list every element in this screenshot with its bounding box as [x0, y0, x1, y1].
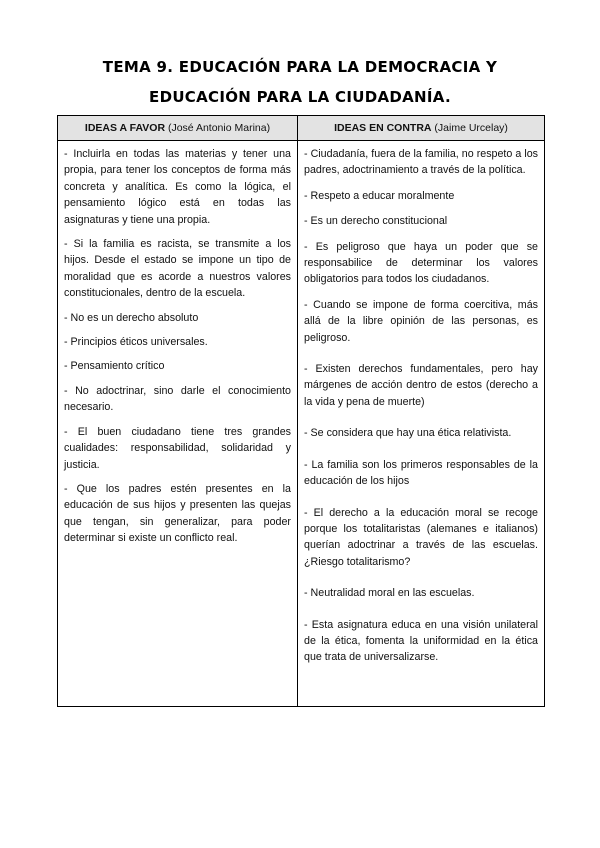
list-item: - Cuando se impone de forma coercitiva, más allá de la libre opinión de las personas, es peligroso. — [304, 298, 538, 344]
header-ideas-a-favor-author: (José Antonio Marina) — [165, 122, 271, 134]
list-item: - Existen derechos fundamentales, pero hay márgenes de acción dentro de estos (derecho a la vida y pena de muerte) — [304, 363, 538, 408]
list-item: - El buen ciudadano tiene tres grandes cualidades: responsabilidad, solidaridad y justicia. — [64, 425, 291, 471]
table-body-row — [58, 141, 545, 707]
list-item: - Se considera que hay una ética relativista. — [304, 427, 512, 440]
list-item: - No adoctrinar, sino darle el conocimiento necesario. — [64, 384, 291, 414]
list-item: - La familia son los primeros responsables de la educación de los hijos — [304, 458, 538, 488]
header-ideas-a-favor-label: IDEAS A FAVOR — [84, 122, 166, 134]
list-item: - Pensamiento crítico — [64, 360, 165, 373]
list-item: - Es un derecho constitucional — [304, 215, 448, 228]
header-ideas-en-contra-label: IDEAS EN CONTRA — [334, 122, 432, 134]
header-ideas-a-favor — [58, 116, 298, 141]
table-header-row — [58, 116, 545, 141]
ideas-comparison-table — [57, 115, 545, 707]
list-item: - Esta asignatura educa en una visión unilateral de la ética, fomenta la uniformidad en la ética que trata de universalizarse. — [304, 618, 538, 664]
ideas-a-favor-column — [58, 141, 298, 707]
document-title-line-1: TEMA 9. EDUCACIÓN PARA LA DEMOCRACIA Y — [102, 58, 498, 76]
list-item: - Que los padres estén presentes en la educación de sus hijos y presenten las quejas que tengan, sin generalizar, para poder determinar si existe un conflicto real. — [64, 482, 291, 545]
list-item: - No es un derecho absoluto — [64, 311, 199, 324]
list-item: - Si la familia es racista, se transmite a los hijos. Desde el estado se impone un tipo de moralidad que es acorde a nuestros valores constitucionales, dentro de la escuela. — [64, 238, 291, 300]
header-ideas-en-contra-author: (Jaime Urcelay) — [431, 122, 508, 134]
ideas-en-contra-column — [298, 141, 545, 707]
list-item: - Neutralidad moral en las escuelas. — [304, 587, 475, 600]
list-item: - Respeto a educar moralmente — [304, 189, 455, 202]
list-item: - Es peligroso que haya un poder que se responsabilice de determinar los valores obligatorios para todos los ciudadanos. — [304, 240, 538, 286]
list-item: - El derecho a la educación moral se recoge porque los totalitaristas (alemanes e italianos) querían adoctrinar a través de las escuelas. ¿Riesgo totalitarismo? — [304, 506, 538, 568]
header-ideas-en-contra — [298, 116, 545, 141]
document-title-line-2: EDUCACIÓN PARA LA CIUDADANÍA. — [149, 88, 451, 106]
list-item: - Ciudadanía, fuera de la familia, no respeto a los padres, adoctrinamiento a través de la política. — [304, 148, 538, 177]
list-item: - Incluirla en todas las materias y tener una propia, para tener los conceptos de forma más concreta y analítica. Es como la lógica, el pensamiento lógico está en todas las asignaturas y tiene una propia. — [64, 148, 291, 226]
list-item: - Principios éticos universales. — [64, 336, 208, 349]
